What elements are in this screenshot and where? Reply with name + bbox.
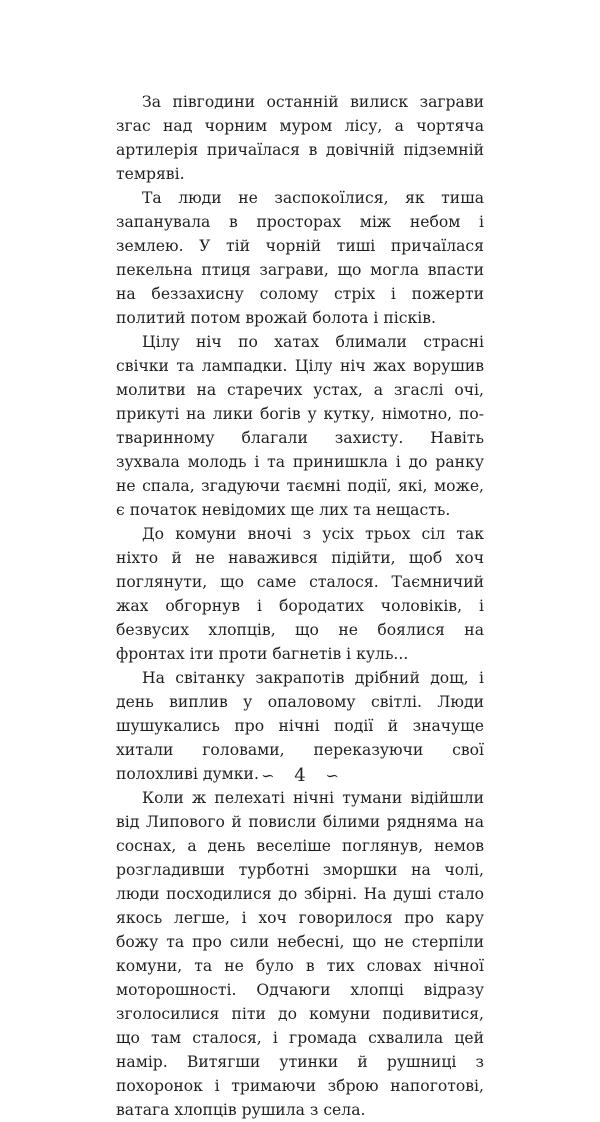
page-body [116, 90, 484, 1122]
paragraph: На світанку закрапотів дрібний дощ, і день виплив у опаловому світлі. Люди шушукались про нічні події й значуще хитали головами, переказуючи свої полохливі думки. [116, 669, 484, 783]
swash-ornament-left-icon: ∽ [261, 766, 275, 785]
paragraph: Коли ж пелехаті нічні тумани відійшли від Липового й повисли білими рядняма на соснах, а день веселіше поглянув, немов розгладивши турботні зморшки на чолі, люди посходилися до збірні. На душі стало якось легше, і хоч говорилося про кару божу та про сили небесні, що не стерпіли комуни, та не було в тих словах нічної моторошності. Одчаюги хлопці відразу зголосилися піти до комуни подивитися, що там сталося, і громада схвалила цей намір. Витягши утинки й рушниці з похоронок і тримаючи зброю напоготові, ватага хлопців рушила з села. [116, 789, 484, 1119]
paragraph: За півгодини останній вилиск заграви згас над чорним муром лісу, а чортяча артилерія причаїлася в довічній підземній темряві. [116, 93, 484, 183]
page-footer [0, 764, 600, 788]
page-number: 4 [294, 765, 306, 786]
paragraph: Та люди не заспокоїлися, як тиша запанувала в просторах між небом і землею. У тій чорній тиші причаїлася пекельна птиця заграви, що могла впасти на беззахисну солому стріх і пожерти политий потом врожай болота і пісків. [116, 189, 484, 327]
paragraph: Цілу ніч по хатах блимали страсні свічки та лампадки. Цілу ніч жах ворушив молитви на старечих устах, а згаслі очі, прикуті на лики богів у кутку, німотно, по-тваринному благали захисту. Навіть зухвала молодь і та принишкла і до ранку не спала, згадуючи таємні події, які, може, є початок невідомих ще лих та нещасть. [116, 333, 484, 519]
paragraph: До комуни вночі з усіх трьох сіл так ніхто й не наважився підійти, щоб хоч поглянути, що саме сталося. Таємничий жах обгорнув і бородатих чоловіків, і безвусих хлопців, що не боялися на фронтах іти проти багнетів і куль... [116, 525, 484, 663]
swash-ornament-right-icon: ∽ [325, 766, 339, 785]
